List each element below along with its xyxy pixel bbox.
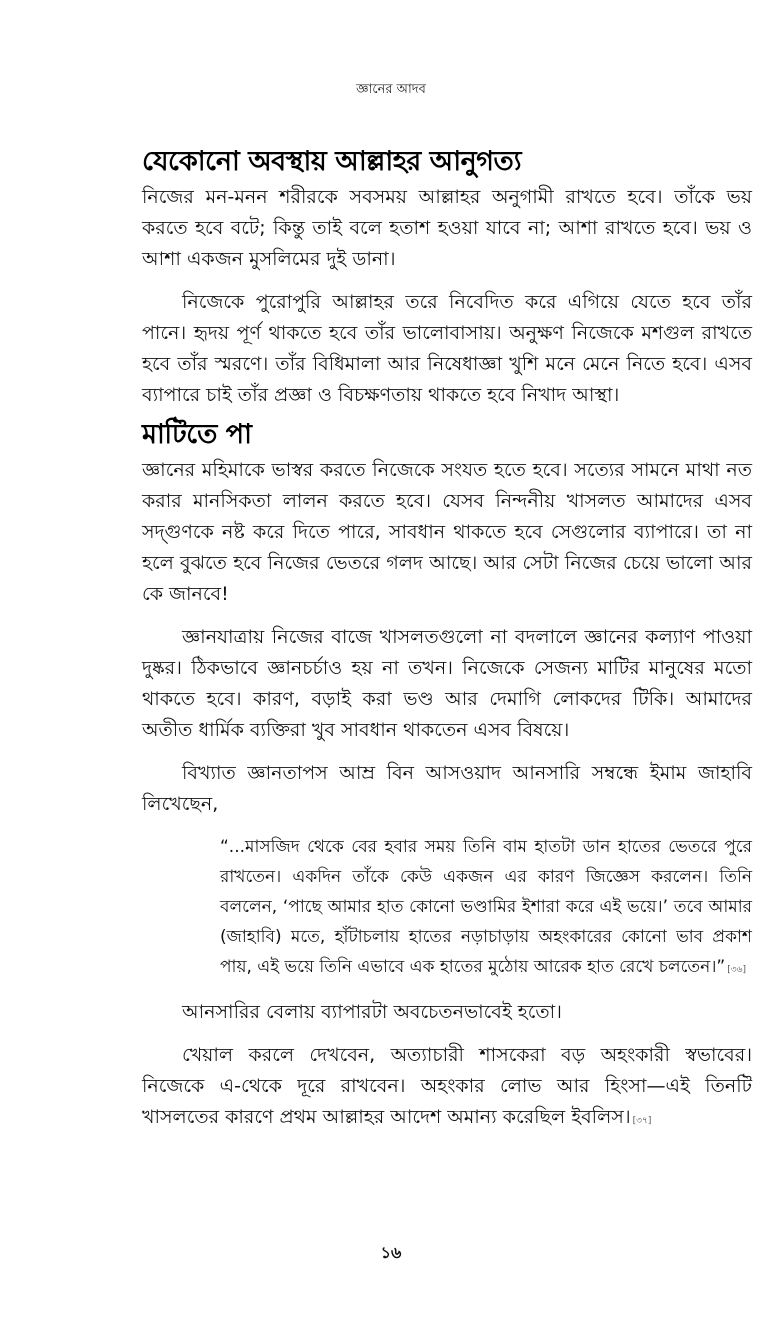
footnote-marker: [৩৬] <box>727 965 746 975</box>
paragraph: নিজেকে পুরোপুরি আল্লাহর তরে নিবেদিত করে এগিয়ে যেতে হবে তাঁর পানে। হৃদয় পূর্ণ থাকতে হবে তাঁর ভালোবাসায়। অনুক্ষণ নিজেকে মশগুল রাখতে হবে তাঁর স্মরণে। তাঁর বিধিমালা আর নিষেধাজ্ঞা খুশি মনে মেনে নিতে হবে। এসব ব্যাপারে চাই তাঁর প্রজ্ঞা ও বিচক্ষণতায় থাকতে হবে নিখাদ আস্থা। <box>142 291 752 406</box>
running-header: জ্ঞানের আদব <box>356 82 426 97</box>
footnote-marker: [৩৭] <box>632 1116 652 1126</box>
paragraph-text: আনসারির বেলায় ব্যাপারটা অবচেতনভাবেই হতো। <box>182 1001 562 1023</box>
paragraph: নিজের মন-মনন শরীরকে সবসময় আল্লাহর অনুগামী রাখতে হবে। তাঁকে ভয় করতে হবে বটে; কিন্তু তাই বলে হতাশ হওয়া যাবে না; আশা রাখতে হবে। ভয় ও আশা একজন মুসলিমের দুই ডানা। <box>142 186 752 270</box>
block-quote <box>220 832 752 985</box>
page-number: ১৬ <box>380 1243 402 1262</box>
paragraph <box>142 1040 752 1137</box>
paragraph-text: খেয়াল করলে দেখবেন, অত্যাচারী শাসকেরা বড় অহংকারী স্বভাবের। নিজেকে এ-থেকে দূরে রাখবেন। অহংকার লোভ আর হিংসা—এই তিনটি খাসলতের কারণে প্রথম আল্লাহর আদেশ অমান্য করেছিল ইবলিস। <box>142 1044 752 1128</box>
page-body <box>142 142 752 1137</box>
paragraph: জ্ঞানযাত্রায় নিজের বাজে খাসলতগুলো না বদলালে জ্ঞানের কল্যাণ পাওয়া দুষ্কর। ঠিকভাবে জ্ঞানচর্চাও হয় না তখন। নিজেকে সেজন্য মাটির মানুষের মতো থাকতে হবে। কারণ, বড়াই করা ভণ্ড আর দেমাগি লোকদের টিকি। আমাদের অতীত ধার্মিক ব্যক্তিরা খুব সাবধান থাকতেন এসব বিষয়ে। <box>142 626 752 741</box>
quote-text: “...মাসজিদ থেকে বের হবার সময় তিনি বাম হাতটা ডান হাতের ভেতরে পুরে রাখতেন। একদিন তাঁকে কেউ একজন এর কারণ জিজ্ঞেস করলেন। তিনি বললেন, ‘পাছে আমার হাত কোনো ভণ্ডামির ইশারা করে এই ভয়ে।’ তবে আমার (জাহাবি) মতে, হাঁটাচলায় হাতের নড়াচাড়ায় অহংকারের কোনো ভাব প্রকাশ পায়, এই ভয়ে তিনি এভাবে এক হাতের মুঠোয় আরেক হাত রেখে চলতেন।” <box>220 837 752 977</box>
paragraph <box>142 997 752 1028</box>
paragraph: বিখ্যাত জ্ঞানতাপস আম্র বিন আসওয়াদ আনসারি সম্বন্ধে ইমাম জাহাবি লিখেছেন, <box>142 762 752 815</box>
section-heading-humility: মাটিতে পা <box>142 419 252 450</box>
section-heading-obedience: যেকোনো অবস্থায় আল্লাহর আনুগত্য <box>142 146 522 177</box>
paragraph: জ্ঞানের মহিমাকে ভাস্বর করতে নিজেকে সংযত হতে হবে। সত্যের সামনে মাথা নত করার মানসিকতা লালন করতে হবে। যেসব নিন্দনীয় খাসলত আমাদের এসব সদ্গুণকে নষ্ট করে দিতে পারে, সাবধান থাকতে হবে সেগুলোর ব্যাপারে। তা না হলে বুঝতে হবে নিজের ভেতরে গলদ আছে। আর সেটা নিজের চেয়ে ভালো আর কে জানবে! <box>142 459 752 605</box>
